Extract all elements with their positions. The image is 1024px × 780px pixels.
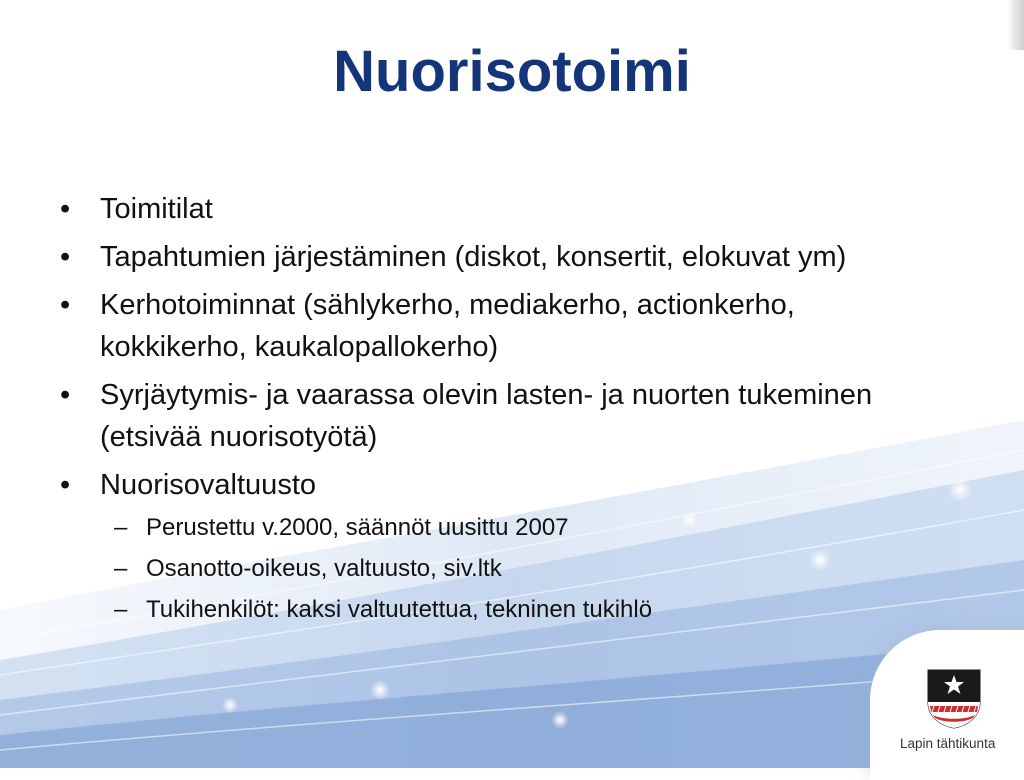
list-item [56, 236, 936, 278]
sub-list-item-text: Tukihenkilöt: kaksi valtuutettua, tekninen tukihlö [146, 596, 653, 623]
dash-icon: – [114, 555, 128, 582]
sub-list-item [56, 512, 936, 544]
list-item-text: Kerhotoiminnat (sählykerho, mediakerho, actionkerho, kokkikerho, kaukalopallokerho) [100, 289, 795, 363]
list-item-text: Tapahtumien järjestäminen (diskot, konsertit, elokuvat ym) [100, 241, 847, 273]
dash-icon: – [114, 514, 128, 541]
bullet-list [56, 188, 936, 635]
sub-list-item-text: Osanotto-oikeus, valtuusto, siv.ltk [146, 555, 502, 582]
bullet-icon: • [60, 241, 71, 273]
sub-list-item-text: Perustettu v.2000, säännöt uusittu 2007 [146, 514, 569, 541]
list-item-text: Nuorisovaltuusto [100, 469, 316, 501]
list-item [56, 464, 936, 506]
bullet-icon: • [60, 289, 71, 321]
list-item [56, 374, 936, 458]
slide-title: Nuorisotoimi [333, 39, 691, 104]
logo-text: Lapin tähtikunta [900, 736, 996, 751]
bullet-icon: • [60, 379, 71, 411]
dash-icon: – [114, 596, 128, 623]
coat-of-arms-icon [926, 668, 982, 730]
bullet-icon: • [60, 193, 71, 225]
list-item-text: Syrjäytymis- ja vaarassa olevin lasten- ja nuorten tukeminen (etsivää nuorisotyötä) [100, 379, 873, 453]
sub-bullet-list [56, 512, 936, 626]
list-item [56, 188, 936, 230]
bullet-icon: • [60, 469, 71, 501]
list-item-text: Toimitilat [100, 193, 213, 225]
sub-list-item [56, 553, 936, 585]
list-item [56, 284, 936, 368]
sub-list-item [56, 594, 936, 626]
